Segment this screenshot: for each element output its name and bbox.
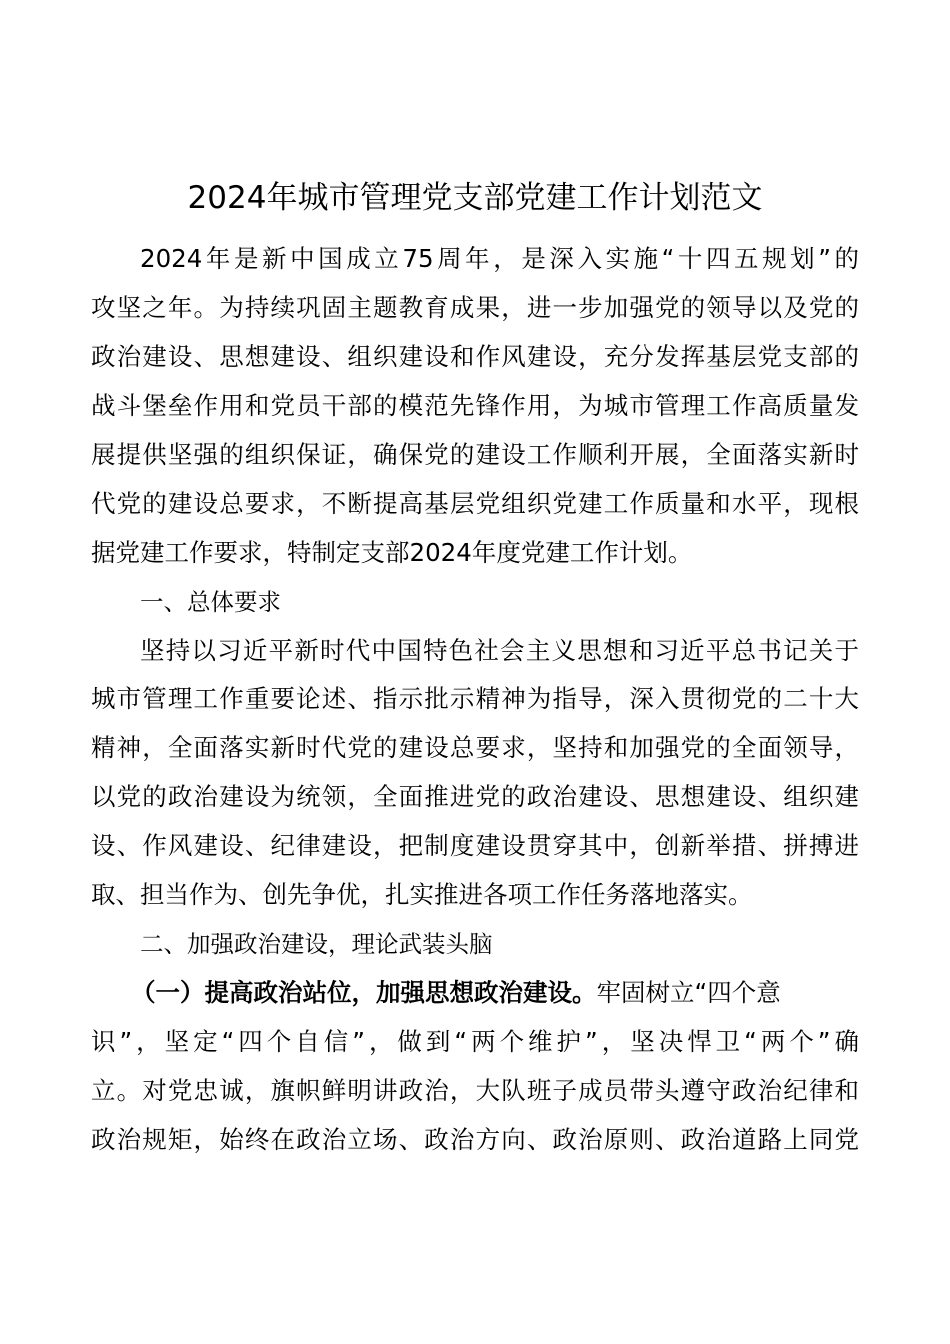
paragraph-line: 攻坚之年。为持续巩固主题教育成果，进一步加强党的领导以及党的 — [91, 292, 859, 322]
document-title: 2024年城市管理党支部党建工作计划范文 — [187, 180, 763, 216]
section-heading: 一、总体要求 — [140, 587, 281, 616]
paragraph-line: 坚持以习近平新时代中国特色社会主义思想和习近平总书记关于 — [140, 635, 859, 665]
paragraph-line: 取、担当作为、创先争优，扎实推进各项工作任务落地落实。 — [91, 880, 753, 910]
paragraph-line — [91, 969, 859, 1018]
paragraph-line: 据党建工作要求，特制定支部2024年度党建工作计划。 — [91, 537, 693, 567]
paragraph-line: 立。对党忠诚，旗帜鲜明讲政治，大队班子成员带头遵守政治纪律和 — [91, 1075, 859, 1105]
paragraph-line: 2024年是新中国成立75周年，是深入实施“十四五规划”的 — [140, 244, 859, 273]
paragraph-line: 代党的建设总要求，不断提高基层党组织党建工作质量和水平，现根 — [91, 488, 859, 518]
paragraph-line: 识”，坚定“四个自信”，做到“两个维护”，坚决悍卫“两个”确 — [91, 1027, 859, 1056]
paragraph-line: 城市管理工作重要论述、指示批示精神为指导，深入贯彻党的二十大 — [91, 684, 859, 714]
paragraph-line: 设、作风建设、纪律建设，把制度建设贯穿其中，创新举措、拼搏进 — [91, 831, 859, 861]
section-heading: 二、加强政治建设，理论武装头脑 — [140, 930, 493, 959]
document-body — [91, 235, 859, 1165]
paragraph-line: 以党的政治建设为统领，全面推进党的政治建设、思想建设、组织建 — [91, 782, 859, 812]
paragraph-line: 精神，全面落实新时代党的建设总要求，坚持和加强党的全面领导， — [91, 733, 859, 763]
subsection-heading: （一）提高政治站位，加强思想政治建设。 — [131, 978, 597, 1008]
paragraph-line: 战斗堡垒作用和党员干部的模范先锋作用，为城市管理工作高质量发 — [91, 390, 859, 420]
paragraph-text: 牢固树立“四个意 — [596, 978, 781, 1008]
paragraph-line: 展提供坚强的组织保证，确保党的建设工作顺利开展，全面落实新时 — [91, 439, 859, 469]
paragraph-line: 政治规矩，始终在政治立场、政治方向、政治原则、政治道路上同党 — [91, 1124, 859, 1154]
paragraph-line: 政治建设、思想建设、组织建设和作风建设，充分发挥基层党支部的 — [91, 341, 859, 371]
